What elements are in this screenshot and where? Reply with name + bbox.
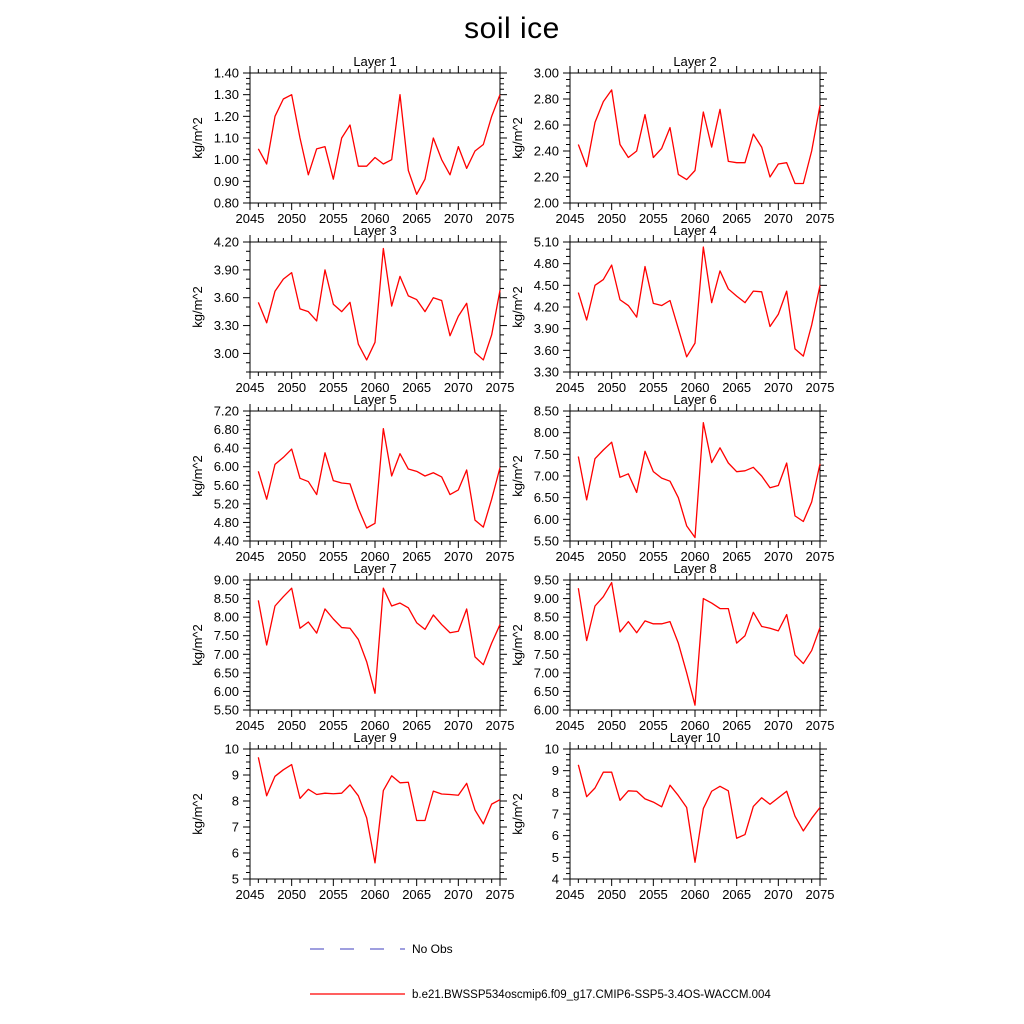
y-tick-label: 2.00 <box>533 195 559 211</box>
y-tick-label: 5.60 <box>213 477 239 493</box>
series-line <box>258 429 500 528</box>
x-tick-label: 2065 <box>722 380 752 395</box>
x-tick-label: 2050 <box>277 211 307 226</box>
y-axis-label: kg/m^2 <box>510 624 525 666</box>
y-tick-label: 4.20 <box>533 299 559 315</box>
x-tick-label: 2070 <box>763 718 793 733</box>
legend-label-model-run: b.e21.BWSSP534oscmip6.f09_g17.CMIP6-SSP5-3.4OS-WACCM.004 <box>412 989 771 1001</box>
y-tick-label: 6.40 <box>213 440 239 456</box>
chart-svg-layer-9 <box>172 726 522 904</box>
y-tick-label: 6.00 <box>533 702 559 718</box>
plot-frame <box>250 73 500 203</box>
x-tick-label: 2070 <box>763 887 793 902</box>
x-tick-label: 2050 <box>597 380 627 395</box>
y-tick-label: 6.00 <box>213 683 239 699</box>
chart-panel-layer-8 <box>492 557 842 735</box>
x-tick-label: 2050 <box>597 211 627 226</box>
y-tick-label: 7.00 <box>533 468 559 484</box>
x-tick-label: 2065 <box>722 549 752 564</box>
y-tick-label: 4.40 <box>213 533 239 549</box>
panel-title: Layer 8 <box>673 561 717 576</box>
series-line <box>578 583 820 706</box>
y-tick-label: 8.00 <box>533 425 559 441</box>
y-tick-label: 0.90 <box>213 173 239 189</box>
y-tick-label: 8.50 <box>533 609 559 625</box>
page-title: soil ice <box>464 12 560 45</box>
x-tick-label: 2055 <box>318 549 348 564</box>
chart-panel-layer-9 <box>172 726 522 904</box>
y-tick-label: 5.50 <box>213 702 239 718</box>
chart-svg-layer-6 <box>492 388 842 566</box>
x-tick-label: 2065 <box>402 718 432 733</box>
x-tick-label: 2055 <box>638 211 668 226</box>
y-tick-label: 3.00 <box>213 345 239 361</box>
series-line <box>258 757 500 863</box>
y-tick-label: 8.00 <box>213 609 239 625</box>
y-axis-label: kg/m^2 <box>510 117 525 159</box>
chart-svg-layer-5 <box>172 388 522 566</box>
y-axis-label: kg/m^2 <box>510 793 525 835</box>
y-tick-label: 7.50 <box>213 628 239 644</box>
x-tick-label: 2075 <box>805 380 835 395</box>
series-line <box>578 247 820 357</box>
y-tick-label: 5 <box>551 849 559 865</box>
y-tick-label: 8.50 <box>213 591 239 607</box>
chart-svg-layer-4 <box>492 219 842 397</box>
y-tick-label: 4.80 <box>533 256 559 272</box>
y-tick-label: 6.00 <box>213 459 239 475</box>
y-tick-label: 9 <box>551 763 559 779</box>
y-axis-label: kg/m^2 <box>190 117 205 159</box>
y-tick-label: 6 <box>231 845 239 861</box>
panel-title: Layer 4 <box>673 223 717 238</box>
x-tick-label: 2075 <box>485 549 515 564</box>
x-tick-label: 2055 <box>318 718 348 733</box>
y-tick-label: 5.20 <box>213 496 239 512</box>
series-line <box>258 249 500 360</box>
y-axis-label: kg/m^2 <box>190 455 205 497</box>
y-axis-label: kg/m^2 <box>190 793 205 835</box>
chart-svg-layer-2 <box>492 50 842 228</box>
x-tick-label: 2055 <box>638 887 668 902</box>
y-tick-label: 4.50 <box>533 277 559 293</box>
y-tick-label: 3.30 <box>213 318 239 334</box>
x-tick-label: 2045 <box>235 211 265 226</box>
x-tick-label: 2060 <box>680 380 710 395</box>
x-tick-label: 2070 <box>763 380 793 395</box>
y-tick-label: 8 <box>551 784 559 800</box>
x-tick-label: 2045 <box>235 549 265 564</box>
chart-svg-layer-1 <box>172 50 522 228</box>
y-tick-label: 3.60 <box>213 290 239 306</box>
x-tick-label: 2075 <box>485 887 515 902</box>
y-axis-label: kg/m^2 <box>510 286 525 328</box>
y-axis-label: kg/m^2 <box>510 455 525 497</box>
chart-panel-layer-6 <box>492 388 842 566</box>
x-tick-label: 2055 <box>638 549 668 564</box>
y-tick-label: 6.80 <box>213 422 239 438</box>
x-tick-label: 2055 <box>318 887 348 902</box>
panel-title: Layer 7 <box>353 561 397 576</box>
x-tick-label: 2065 <box>402 211 432 226</box>
y-tick-label: 6.00 <box>533 511 559 527</box>
y-tick-label: 9.50 <box>533 572 559 588</box>
x-tick-label: 2075 <box>485 380 515 395</box>
x-tick-label: 2050 <box>277 549 307 564</box>
y-tick-label: 8.50 <box>533 403 559 419</box>
y-tick-label: 2.40 <box>533 143 559 159</box>
x-tick-label: 2050 <box>277 380 307 395</box>
y-tick-label: 2.80 <box>533 91 559 107</box>
panel-title: Layer 2 <box>673 54 717 69</box>
y-tick-label: 7.20 <box>213 403 239 419</box>
plot-frame <box>570 580 820 710</box>
x-tick-label: 2055 <box>318 380 348 395</box>
y-tick-label: 6.50 <box>533 683 559 699</box>
x-tick-label: 2045 <box>235 887 265 902</box>
y-tick-label: 1.00 <box>213 152 239 168</box>
plot-frame <box>570 242 820 372</box>
panel-title: Layer 5 <box>353 392 397 407</box>
series-line <box>578 423 820 538</box>
x-tick-label: 2075 <box>485 211 515 226</box>
x-tick-label: 2045 <box>555 380 585 395</box>
y-tick-label: 4.80 <box>213 514 239 530</box>
x-tick-label: 2045 <box>555 549 585 564</box>
series-line <box>258 95 500 195</box>
panel-title: Layer 10 <box>669 730 721 745</box>
y-tick-label: 5.50 <box>533 533 559 549</box>
y-tick-label: 6.50 <box>213 665 239 681</box>
y-tick-label: 1.40 <box>213 65 239 81</box>
x-tick-label: 2050 <box>597 718 627 733</box>
y-tick-label: 8.00 <box>533 628 559 644</box>
chart-svg-layer-3 <box>172 219 522 397</box>
x-tick-label: 2060 <box>680 718 710 733</box>
y-tick-label: 7.00 <box>213 646 239 662</box>
x-tick-label: 2070 <box>443 887 473 902</box>
y-tick-label: 10 <box>544 741 559 757</box>
x-tick-label: 2065 <box>722 211 752 226</box>
x-tick-label: 2075 <box>805 718 835 733</box>
chart-svg-layer-7 <box>172 557 522 735</box>
y-tick-label: 4.20 <box>213 234 239 250</box>
y-tick-label: 9.00 <box>533 591 559 607</box>
y-tick-label: 3.90 <box>213 262 239 278</box>
y-tick-label: 3.90 <box>533 321 559 337</box>
chart-panel-layer-7 <box>172 557 522 735</box>
x-tick-label: 2060 <box>360 887 390 902</box>
x-tick-label: 2060 <box>360 718 390 733</box>
chart-panel-layer-5 <box>172 388 522 566</box>
x-tick-label: 2060 <box>680 211 710 226</box>
y-tick-label: 2.20 <box>533 169 559 185</box>
y-tick-label: 5.10 <box>533 234 559 250</box>
y-tick-label: 8 <box>231 793 239 809</box>
chart-panel-layer-3 <box>172 219 522 397</box>
x-tick-label: 2050 <box>277 887 307 902</box>
x-tick-label: 2065 <box>402 549 432 564</box>
x-tick-label: 2050 <box>597 887 627 902</box>
y-tick-label: 6 <box>551 828 559 844</box>
y-tick-label: 1.30 <box>213 87 239 103</box>
x-tick-label: 2045 <box>555 211 585 226</box>
x-tick-label: 2070 <box>443 211 473 226</box>
chart-panel-layer-1 <box>172 50 522 228</box>
y-tick-label: 2.60 <box>533 117 559 133</box>
x-tick-label: 2050 <box>277 718 307 733</box>
y-tick-label: 0.80 <box>213 195 239 211</box>
plot-frame <box>570 73 820 203</box>
x-tick-label: 2075 <box>805 549 835 564</box>
x-tick-label: 2065 <box>402 887 432 902</box>
y-tick-label: 3.30 <box>533 364 559 380</box>
x-tick-label: 2070 <box>443 718 473 733</box>
chart-svg-layer-10 <box>492 726 842 904</box>
x-tick-label: 2075 <box>805 211 835 226</box>
x-tick-label: 2045 <box>555 887 585 902</box>
y-tick-label: 1.10 <box>213 130 239 146</box>
x-tick-label: 2045 <box>235 380 265 395</box>
x-tick-label: 2060 <box>360 211 390 226</box>
chart-panel-layer-4 <box>492 219 842 397</box>
x-tick-label: 2070 <box>443 380 473 395</box>
y-tick-label: 1.20 <box>213 108 239 124</box>
y-tick-label: 7 <box>551 806 559 822</box>
series-line <box>578 765 820 863</box>
x-tick-label: 2055 <box>638 718 668 733</box>
x-tick-label: 2065 <box>722 718 752 733</box>
legend-label-no-obs: No Obs <box>412 942 453 956</box>
legend <box>0 935 1024 1015</box>
x-tick-label: 2060 <box>680 887 710 902</box>
x-tick-label: 2065 <box>722 887 752 902</box>
y-tick-label: 7.00 <box>533 665 559 681</box>
x-tick-label: 2075 <box>805 887 835 902</box>
series-line <box>578 90 820 184</box>
panel-title: Layer 1 <box>353 54 397 69</box>
y-tick-label: 3.60 <box>533 342 559 358</box>
y-tick-label: 4 <box>551 871 559 887</box>
x-tick-label: 2045 <box>235 718 265 733</box>
panel-title: Layer 9 <box>353 730 397 745</box>
x-tick-label: 2060 <box>680 549 710 564</box>
x-tick-label: 2070 <box>763 549 793 564</box>
x-tick-label: 2060 <box>360 549 390 564</box>
x-tick-label: 2050 <box>597 549 627 564</box>
y-tick-label: 5 <box>231 871 239 887</box>
x-tick-label: 2075 <box>485 718 515 733</box>
plot-frame <box>250 242 500 372</box>
y-tick-label: 9.00 <box>213 572 239 588</box>
x-tick-label: 2070 <box>443 549 473 564</box>
x-tick-label: 2070 <box>763 211 793 226</box>
chart-panel-layer-2 <box>492 50 842 228</box>
x-tick-label: 2045 <box>555 718 585 733</box>
chart-svg-layer-8 <box>492 557 842 735</box>
panel-title: Layer 6 <box>673 392 717 407</box>
y-axis-label: kg/m^2 <box>190 624 205 666</box>
y-tick-label: 6.50 <box>533 490 559 506</box>
x-tick-label: 2060 <box>360 380 390 395</box>
chart-panel-layer-10 <box>492 726 842 904</box>
y-axis-label: kg/m^2 <box>190 286 205 328</box>
panel-title: Layer 3 <box>353 223 397 238</box>
y-tick-label: 10 <box>224 741 239 757</box>
x-tick-label: 2055 <box>318 211 348 226</box>
x-tick-label: 2055 <box>638 380 668 395</box>
x-tick-label: 2065 <box>402 380 432 395</box>
y-tick-label: 7.50 <box>533 446 559 462</box>
y-tick-label: 7 <box>231 819 239 835</box>
y-tick-label: 9 <box>231 767 239 783</box>
series-line <box>258 588 500 693</box>
y-tick-label: 3.00 <box>533 65 559 81</box>
y-tick-label: 7.50 <box>533 646 559 662</box>
